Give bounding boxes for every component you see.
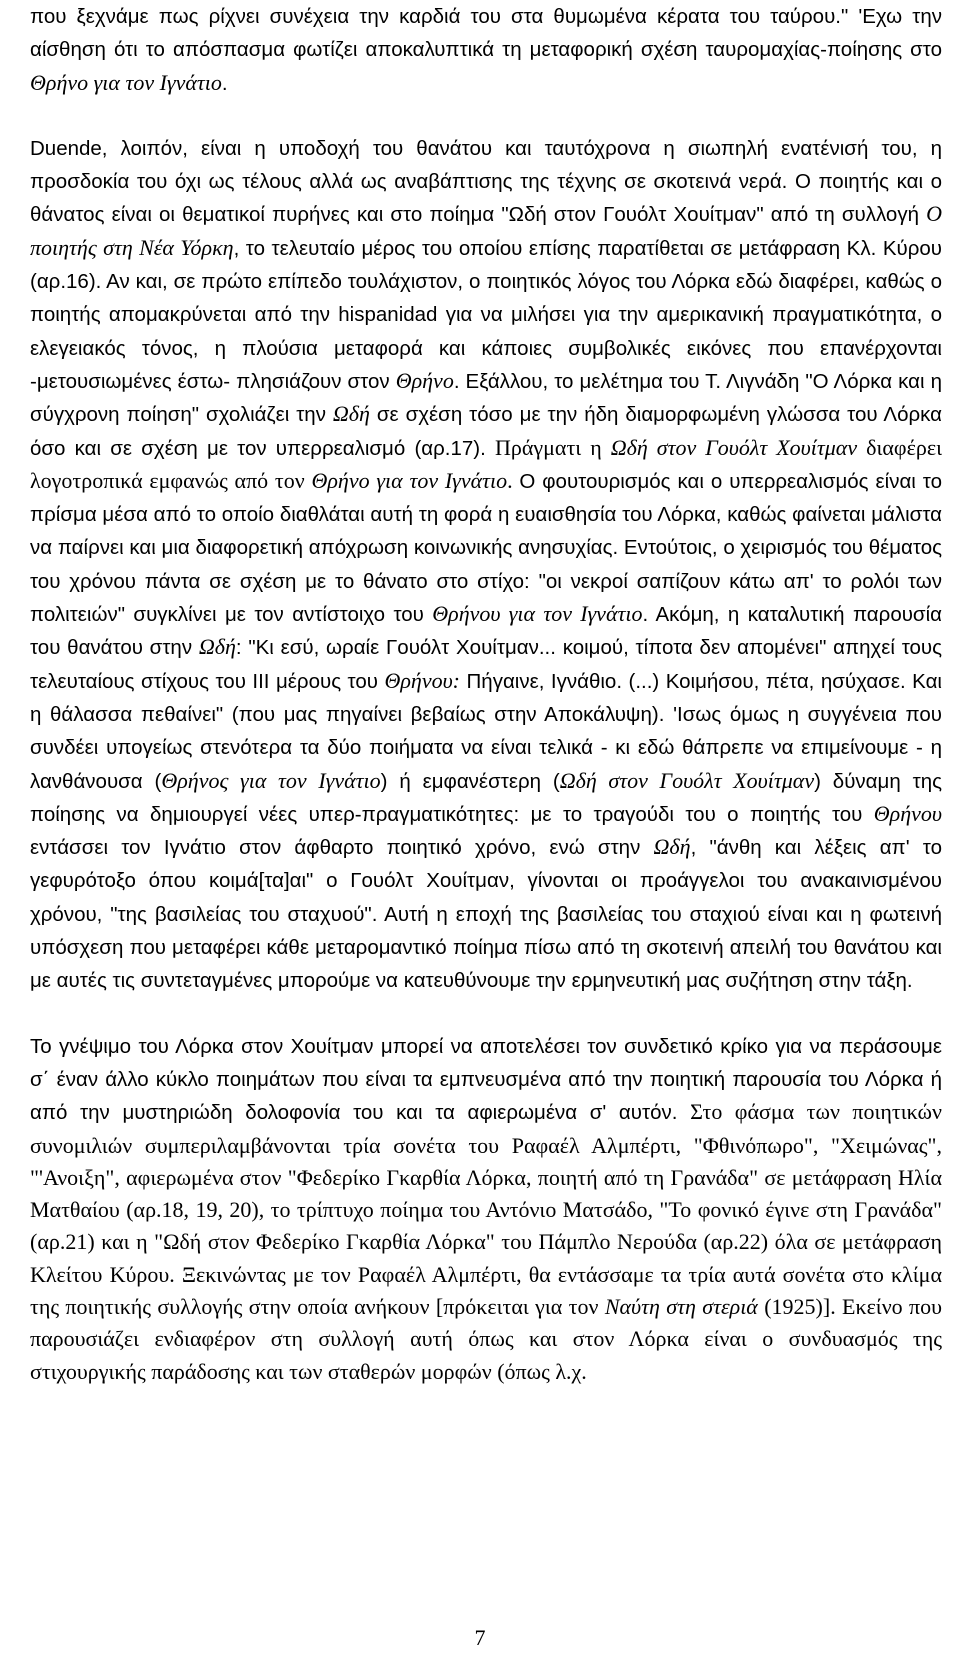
- italic-title-text: Θρήνου για τον Ιγνάτιο: [432, 601, 643, 627]
- paragraph: [30, 0, 942, 100]
- body-text: που ξεχνάμε πως ρίχνει συνέχεια την καρδιά του στα θυμωμένα κέρατα του ταύρου." 'Εχω την αίσθηση ότι το απόσπασμα φωτίζει αποκαλυπτικά τη μεταφορική σχέση ταυρομαχίας-ποίησης στο: [30, 5, 942, 62]
- body-text: Το γνέψιμο του Λόρκα στον Χουίτμαν μπορεί να αποτελέσει τον συνδετικό κρίκο για να περάσουμε σ΄ έναν άλλο κύκλο ποιημάτων που είναι τα εμπνευσμένα από την ποιητική παρουσία του Λόρκα ή από την μυστηριώδη δολοφονία του και τα αφιερωμένα σ' αυτόν.: [30, 1034, 942, 1125]
- body-text: .: [221, 71, 228, 95]
- italic-title-text: Ναύτη στη στεριά: [604, 1293, 758, 1319]
- document-body: [30, 0, 942, 1388]
- body-text: , "άνθη και λέξεις απ' το γεφυρότοξο όπου κοιμά[τα]αι" ο Γουόλτ Χουίτμαν, γίνονται οι προάγγελοι του ανακαινισμένου χρόνου, "της βασιλείας του σταχυού". Αυτή η εποχή της βασιλείας του σταχιού είναι και η φωτεινή υπόσχεση που μεταφέρει κάθε μεταρομαντικό ποίημα πίσω από τη σκοτεινή απειλή του θανάτου και με αυτές τις συντεταγμένες μπορούμε να κατευθύνουμε την ερμηνευτική μας συζήτηση στην τάξη.: [30, 836, 942, 993]
- body-text: Στο φάσμα των ποιητικών συνομιλιών συμπεριλαμβάνονται τρία σονέτα του Ραφαέλ Αλμπέρτι, "Φθινόπωρο", "Χειμώνας", "'Ανοιξη", αφιερωμένα στον "Φεδερίκο Γκαρθία Λόρκα, ποιητή από τη Γρανάδα" σε μετάφραση Ηλία Ματθαίου (αρ.18, 19, 20), το τρίπτυχο ποίημα του Αντόνιο Ματσάδο, "Το φονικό έγινε στη Γρανάδα" (αρ.21) και η "Ωδή στον Φεδερίκο Γκαρθία Λόρκα" του Πάμπλο Νερούδα (αρ.22) όλα σε μετάφραση Κλείτου Κύρου. Ξεκινώντας με τον Ραφαέλ Αλμπέρτι, θα εντάσσαμε τα τρία αυτά σονέτα στο κλίμα της ποιητικής συλλογής στην οποία ανήκουν [πρόκειται για τον: [30, 1099, 942, 1319]
- italic-title-text: Ωδή: [653, 834, 691, 860]
- italic-title-text: Ο ποιητής στη Νέα Υόρκη: [30, 201, 942, 260]
- body-text: ) ή εμφανέστερη (: [380, 769, 560, 793]
- italic-title-text: Ωδή: [198, 634, 236, 660]
- italic-title-text: Ωδή: [332, 401, 370, 427]
- body-text: (1925)]. Εκείνο που παρουσιάζει ενδιαφέρον στη συλλογή αυτή όπως και στον Λόρκα είναι ο συνδυασμός της στιχουργικής παράδοσης και των σταθερών μορφών (όπως λ.χ.: [30, 1293, 943, 1384]
- body-text: . Ακόμη, η καταλυτική παρουσία του θανάτου στην: [30, 603, 942, 660]
- body-text: Duende, λοιπόν, είναι η υποδοχή του θανάτου και ταυτόχρονα η σιωπηλή ενατένισή του, η προσδοκία του όχι ως τέλους αλλά ως αναβάπτισης της τέχνης σε σκοτεινά νερά. Ο ποιητής και ο θάνατος είναι οι θεματικοί πυρήνες και στο ποίημα "Ωδή στον Γουόλτ Χουίτμαν" από τη συλλογή: [30, 136, 942, 227]
- body-text: . Εξάλλου, το μελέτημα του Τ. Λιγνάδη "Ο Λόρκα και η σύγχρονη ποίηση" σχολιάζει την: [30, 369, 942, 427]
- body-text: εντάσσει τον Ιγνάτιο στον άφθαρτο ποιητικό χρόνο, ενώ στην: [30, 836, 654, 860]
- body-text: Πήγαινε, Ιγνάθιο. (...) Κοιμήσου, πέτα, ησύχασε. Και η θάλασσα πεθαίνει" (που μας πηγαίνει βεβαίως στην Αποκάλυψη). 'Ισως όμως η συγγένεια που συνδέει υπογείως στενότερα τα δύο ποιήματα να είναι τελικά - κι εδώ θάπρεπε να επιμείνουμε - η λανθάνουσα (: [30, 669, 942, 793]
- italic-title-text: Θρήνο για τον Ιγνάτιο: [30, 69, 222, 95]
- italic-title-text: Θρήνο για τον Ιγνάτιο: [311, 467, 508, 493]
- paragraph: [30, 1030, 942, 1388]
- body-text: .: [507, 467, 520, 493]
- italic-title-text: Ωδή στον Γουόλτ Χουίτμαν: [559, 767, 815, 793]
- page-number: 7: [474, 1625, 486, 1650]
- body-text: διαφέρει λογοτροπικά εμφανώς από τον: [30, 434, 942, 493]
- body-text: ) δύναμη της ποίησης να δημιουργεί νέες υπερ-πραγματικότητες: με το τραγούδι του ο ποιητής του: [30, 769, 942, 826]
- body-text: Ο φουτουρισμός και ο υπερρεαλισμός είναι το πρίσμα μέσα από το οποίο διαθλάται αυτή τη φορά η ευαισθησία του Λόρκα, καθώς φαίνεται μάλιστα να παίρνει και μια διαφορετική απόχρωση κοινωνικής ανησυχίας. Εντούτοις, ο χειρισμός του θέματος του χρόνου πάντα σε σχέση με το θάνατο στο στίχο: "οι νεκροί σαπίζουν κάτω απ' το ρολόι των πολιτειών" συγκλίνει με τον αντίστοιχο του: [30, 469, 942, 627]
- paragraph: [30, 132, 942, 998]
- body-text: : "Κι εσύ, ωραίε Γουόλτ Χουίτμαν... κοιμού, τίποτα δεν απομένει" απηχεί τους τελευταίους στίχους του ΙΙΙ μέρους του: [30, 636, 942, 693]
- body-text: , το τελευταίο μέρος του οποίου επίσης παρατίθεται σε μετάφραση Κλ. Κύρου (αρ.16).: [30, 236, 942, 294]
- italic-title-text: Θρήνου:: [384, 667, 461, 693]
- body-text: σε σχέση τόσο με την ήδη διαμορφωμένη γλώσσα του Λόρκα όσο και σε σχέση με τον υπερρεαλισμό (αρ.17).: [30, 403, 943, 460]
- italic-title-text: Ωδή στον Γουόλτ Χουίτμαν: [610, 434, 858, 460]
- italic-title-text: Θρήνος για τον Ιγνάτιο: [161, 767, 381, 793]
- body-text: Αν και, σε πρώτο επίπεδο τουλάχιστον, ο ποιητικός λόγος του Λόρκα εδώ διαφέρει, καθώς ο ποιητής απομακρύνεται από την hispanidad για να μιλήσει για την αμερικανική πραγματικότητα, ο ελεγειακός τόνος, η πλούσια μεταφορά και κάποιες συμβολικές εικόνες που επανέρχονται -μετουσιωμένες έστω- πλησιάζουν στον: [30, 270, 942, 393]
- italic-title-text: Θρήνο: [395, 367, 454, 393]
- italic-title-text: Θρήνου: [873, 800, 942, 826]
- body-text: Πράγματι η: [495, 434, 611, 460]
